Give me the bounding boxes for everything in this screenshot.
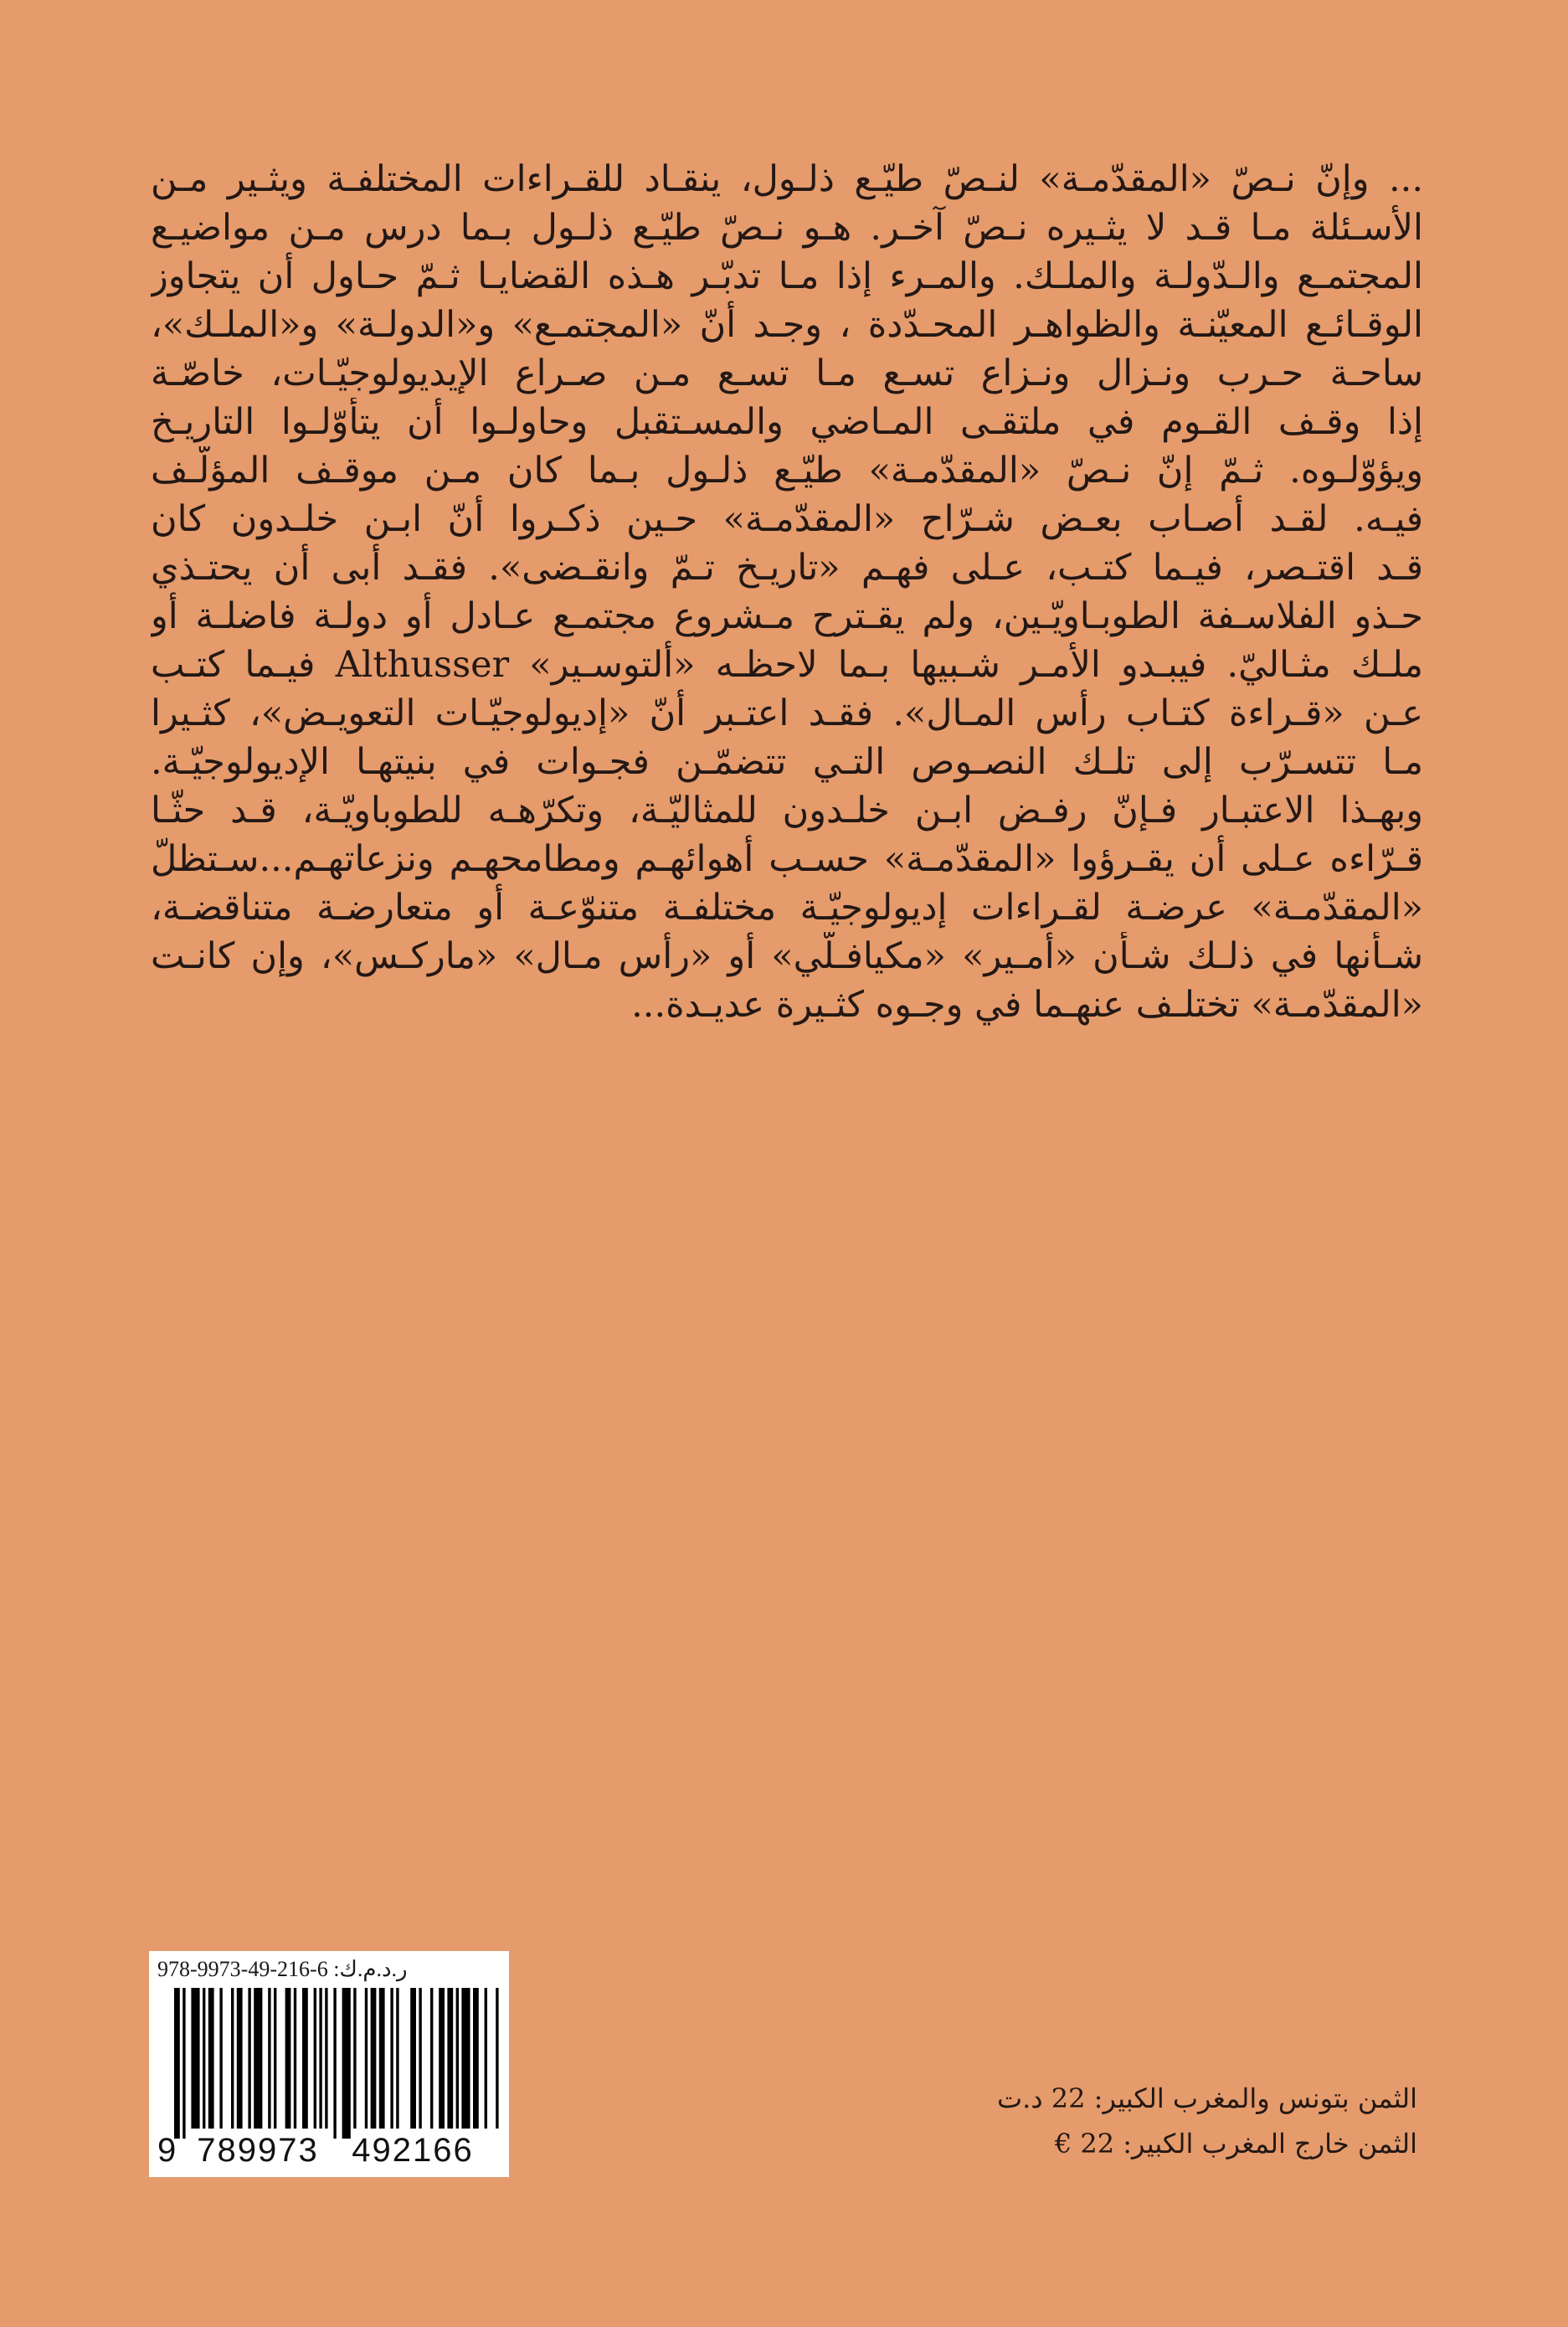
- barcode-bar: [285, 1988, 291, 2129]
- blurb-line: قـرّاءه عـلى أن يقـرؤوا «المقدّمـة» حسـب أهوائهـم ومطامحهـم ونزعاتهـم...سـتظلّ: [151, 838, 1423, 880]
- blurb-line: حـذو الفلاسـفة الطوبـاويّـين، ولم يقـترح مـشروع مجتمـع عـادل أو دولـة فاضلـة أو: [151, 595, 1423, 637]
- barcode-bar: [365, 1988, 368, 2129]
- barcode-bar: [419, 1988, 421, 2129]
- barcode-bar: [496, 1988, 498, 2129]
- isbn-label: ر.د.م.ك: 6-216-49-9973-978: [157, 1957, 408, 1981]
- barcode-bar: [333, 1988, 336, 2139]
- barcode-bar: [314, 1988, 316, 2129]
- barcode-digit-right: 492166: [352, 2132, 474, 2169]
- barcode-bar: [485, 1988, 487, 2129]
- barcode-bar: [208, 1988, 214, 2129]
- barcode-digit-prefix: 9: [157, 2132, 178, 2169]
- barcode-bar: [248, 1988, 250, 2129]
- barcode-bar: [219, 1988, 222, 2129]
- blurb-line: إذا وقـف القـوم في ملتقـى المـاضي والمسـتقبل وحاولـوا أن يتأوّلـوا التاريـخ: [151, 401, 1423, 443]
- blurb-line: ... وإنّ نـصّ «المقدّمـة» لنـصّ طيّـع ذلـول، ينقـاد للقـراءات المختلفـة ويثـير مـن: [151, 158, 1423, 200]
- barcode-bar: [396, 1988, 398, 2129]
- barcode-bar: [473, 1988, 479, 2129]
- barcode-bar: [325, 1988, 327, 2129]
- blurb-line: عـن «قـراءة كتـاب رأس المـال». فقـد اعتـبر أنّ «إديولوجيّـات التعويـض»، كثـيرا: [151, 692, 1423, 734]
- barcode-bar: [353, 1988, 356, 2129]
- barcode-bar: [410, 1988, 416, 2129]
- blurb-line: قـد اقتـصر، فيـما كتـب، عـلى فهـم «تاريـخ تـمّ وانقـضى». فقـد أبى أن يحتـذي: [151, 547, 1423, 589]
- isbn-barcode: [149, 1951, 509, 2177]
- barcode-bar: [319, 1988, 321, 2129]
- barcode-bar: [254, 1988, 262, 2129]
- blurb-line: ملـك مثـاليّ. فيبـدو الأمـر شـبيها بـما لاحظـه «ألتوسـير» Althusser فيـما كتـب: [151, 644, 1423, 686]
- barcode-bar: [302, 1988, 308, 2129]
- barcode-bar: [203, 1988, 205, 2129]
- barcode-bar: [461, 1988, 470, 2129]
- barcode-bar: [447, 1988, 453, 2129]
- barcode-bar: [268, 1988, 270, 2129]
- blurb-line: وبهـذا الاعتبـار فـإنّ رفـض ابـن خلـدون للمثاليّـة، وتكرّهـه للطوباويّـة، قـد حثّـا: [151, 790, 1423, 831]
- blurb-line: «المقدّمـة» عرضـة لقـراءات إديولوجيّـة مختلفـة متنوّعـة أو متعارضـة متناقضـة،: [151, 887, 1423, 929]
- back-cover-blurb: [151, 155, 1423, 1029]
- barcode-bar: [231, 1988, 234, 2129]
- blurb-line: الأسـئلة مـا قـد لا يثـيره نـصّ آخـر. هـو نـصّ طيّـع ذلـول بـما درس مـن مواضيـع: [151, 207, 1423, 249]
- barcode-bar: [390, 1988, 393, 2129]
- blurb-line: ويؤوّلـوه. ثـمّ إنّ نـصّ «المقدّمـة» طيّـع ذلـول بـما كان مـن موقـف المؤلّـف: [151, 450, 1423, 492]
- blurb-line: المجتمـع والـدّولـة والملـك. والمـرء إذا مـا تدبّـر هـذه القضايـا ثـمّ حـاول أن يتجاوز: [151, 255, 1423, 297]
- blurb-line: الوقـائـع المعيّنـة والظواهـر المحـدّدة ، وجـد أنّ «المجتمـع» و«الدولـة» و«الملـك»،: [151, 304, 1423, 346]
- barcode-bar: [174, 1988, 180, 2139]
- barcode-bar: [183, 1988, 185, 2139]
- price-outside: الثمن خارج المغرب الكبير: 22 €: [1054, 2128, 1417, 2160]
- barcode-bar: [430, 1988, 433, 2129]
- barcode-bar: [237, 1988, 243, 2129]
- blurb-line: فيـه. لقـد أصـاب بعـض شـرّاح «المقدّمـة» حـين ذكـروا أنّ ابـن خلـدون كان: [151, 498, 1423, 540]
- barcode-bar: [439, 1988, 445, 2129]
- barcode-bar: [342, 1988, 351, 2139]
- barcode-bar: [456, 1988, 459, 2129]
- barcode-bar: [191, 1988, 199, 2129]
- blurb-line: «المقدّمـة» تختلـف عنهـما في وجـوه كثـيرة عديـدة...: [631, 984, 1423, 1026]
- barcode-bar: [294, 1988, 296, 2129]
- barcode-bar: [379, 1988, 385, 2129]
- blurb-line: ساحـة حـرب ونـزال ونـزاع تسـع مـا تسـع مـن صـراع الإيديولوجيّـات، خاصّـة: [151, 353, 1423, 394]
- barcode-bars: [157, 1988, 501, 2139]
- barcode-bar: [274, 1988, 276, 2129]
- barcode-digits: [157, 2134, 501, 2167]
- barcode-bar: [371, 1988, 377, 2129]
- blurb-line: شـأنها في ذلـك شـأن «أمـير» «مكيافـلّي» أو «رأس مـال» «ماركـس»، وإن كانـت: [151, 935, 1423, 977]
- barcode-digit-left: 789973: [197, 2132, 319, 2169]
- price-tunisia: الثمن بتونس والمغرب الكبير: 22 د.ت: [997, 2082, 1417, 2114]
- blurb-line: مـا تتسـرّب إلى تلـك النصـوص التـي تتضمّـن فجـوات في بنيتهـا الإديولوجيّـة.: [151, 741, 1423, 783]
